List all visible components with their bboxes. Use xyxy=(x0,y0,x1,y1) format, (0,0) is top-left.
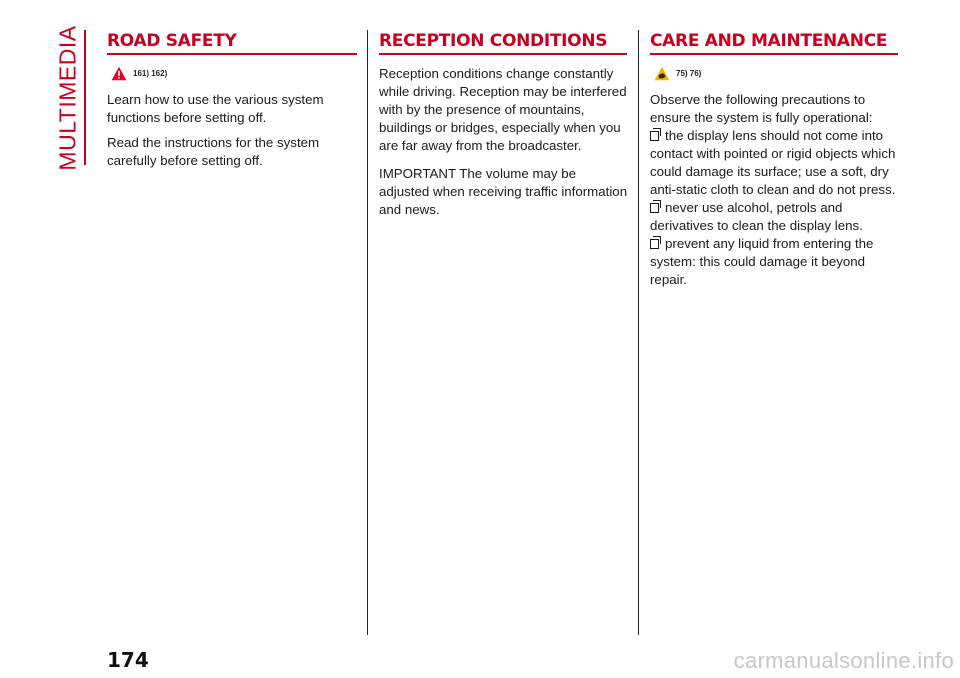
paragraph: IMPORTANT The volume may be adjusted when receiving traffic information and news. xyxy=(379,166,628,217)
caution-hand-icon xyxy=(654,66,670,81)
checkbox-bullet-icon xyxy=(650,203,659,213)
section-title-road-safety: ROAD SAFETY xyxy=(107,30,357,55)
warning-ref-numbers: 161) 162) xyxy=(133,68,168,78)
section-side-tab xyxy=(50,25,86,171)
checkbox-bullet-icon xyxy=(650,131,659,141)
column-road-safety xyxy=(107,30,357,177)
section-title-reception-conditions: RECEPTION CONDITIONS xyxy=(379,30,627,55)
list-item: prevent any liquid from entering the system: this could damage it beyond repair. xyxy=(650,236,874,287)
section-title-care-and-maintenance: CARE AND MAINTENANCE xyxy=(650,30,898,55)
paragraph: Observe the following precautions to ensure the system is fully operational: xyxy=(650,92,873,125)
watermark: carmanualsonline.info xyxy=(733,648,954,673)
column-divider-2 xyxy=(638,30,639,635)
paragraph: Reception conditions change constantly while driving. Reception may be interfered with by the presence of mountains, buildings or bridges, especially when you are far away from the broadcaster. xyxy=(379,66,627,153)
paragraph: Learn how to use the various system functions before setting off. xyxy=(107,92,324,125)
caution-refs xyxy=(654,65,900,81)
side-tab-bar xyxy=(84,30,86,165)
checkbox-bullet-icon xyxy=(650,239,659,249)
caution-ref-numbers: 75) 76) xyxy=(676,68,702,78)
column-reception-conditions xyxy=(379,30,629,228)
page-number: 174 xyxy=(107,648,149,672)
list-item: the display lens should not come into contact with pointed or rigid objects which could damage its surface; use a soft, dry anti-static cloth to clean and do not press. xyxy=(650,128,896,197)
warning-triangle-icon xyxy=(111,66,127,81)
column-divider-1 xyxy=(367,30,368,635)
column-care-and-maintenance xyxy=(650,30,900,289)
side-tab-label: MULTIMEDIA xyxy=(54,25,81,171)
list-item: never use alcohol, petrols and derivatives to clean the display lens. xyxy=(650,200,863,233)
warning-refs xyxy=(111,65,357,81)
paragraph: Read the instructions for the system carefully before setting off. xyxy=(107,135,320,168)
